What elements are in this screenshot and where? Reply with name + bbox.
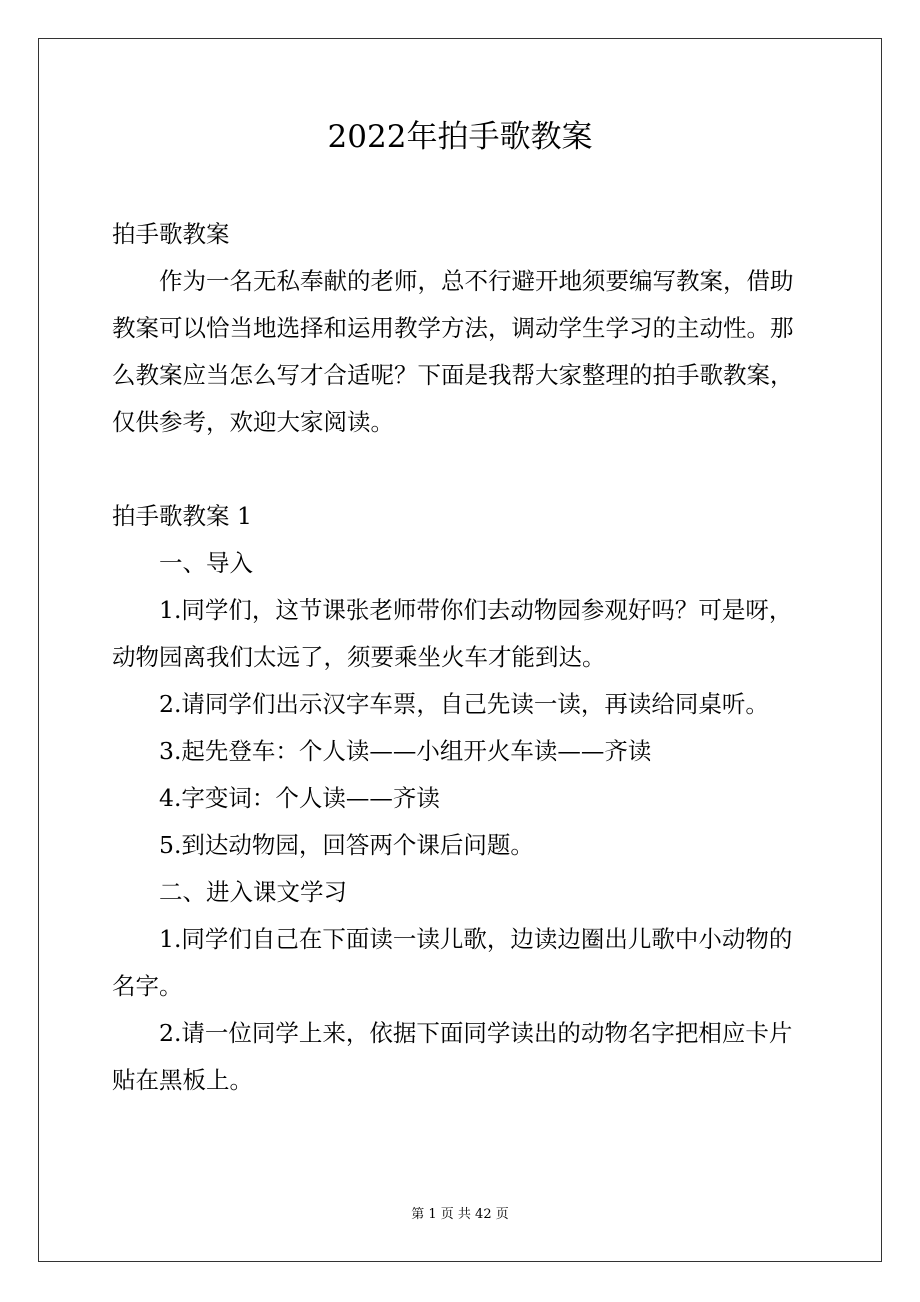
list-item: 5.到达动物园，回答两个课后问题。 xyxy=(159,831,534,859)
page-footer: 第 1 页 共 42 页 xyxy=(411,1207,509,1222)
section-spacer xyxy=(112,446,812,493)
section-heading: 拍手歌教案 1 xyxy=(112,502,252,530)
list-item: 3.起先登车：个人读——小组开火车读——齐读 xyxy=(159,737,652,765)
intro-paragraph: 作为一名无私奉献的老师，总不行避开地须要编写教案，借助教案可以恰当地选择和运用教学方法，调动学生学习的主动性。那么教案应当怎么写才合适呢？下面是我帮大家整理的拍手歌教案，仅供参考，欢迎大家阅读。 xyxy=(112,267,794,436)
part-heading-lesson: 二、进入课文学习 xyxy=(159,878,347,906)
list-item: 4.字变词：个人读——齐读 xyxy=(159,784,440,812)
list-item: 1.同学们，这节课张老师带你们去动物园参观好吗？可是呀，动物园离我们太远了，须要乘坐火车才能到达。 xyxy=(112,596,793,671)
list-item: 2.请同学们出示汉字车票，自己先读一读，再读给同桌听。 xyxy=(159,690,769,718)
document-body xyxy=(112,211,812,1104)
subtitle: 拍手歌教案 xyxy=(112,220,230,248)
document-title: 2022年拍手歌教案 xyxy=(327,119,593,155)
part-heading-intro: 一、导入 xyxy=(159,549,253,577)
list-item: 1.同学们自己在下面读一读儿歌，边读边圈出儿歌中小动物的名字。 xyxy=(112,925,793,1000)
list-item: 2.请一位同学上来，依据下面同学读出的动物名字把相应卡片贴在黑板上。 xyxy=(112,1019,793,1094)
